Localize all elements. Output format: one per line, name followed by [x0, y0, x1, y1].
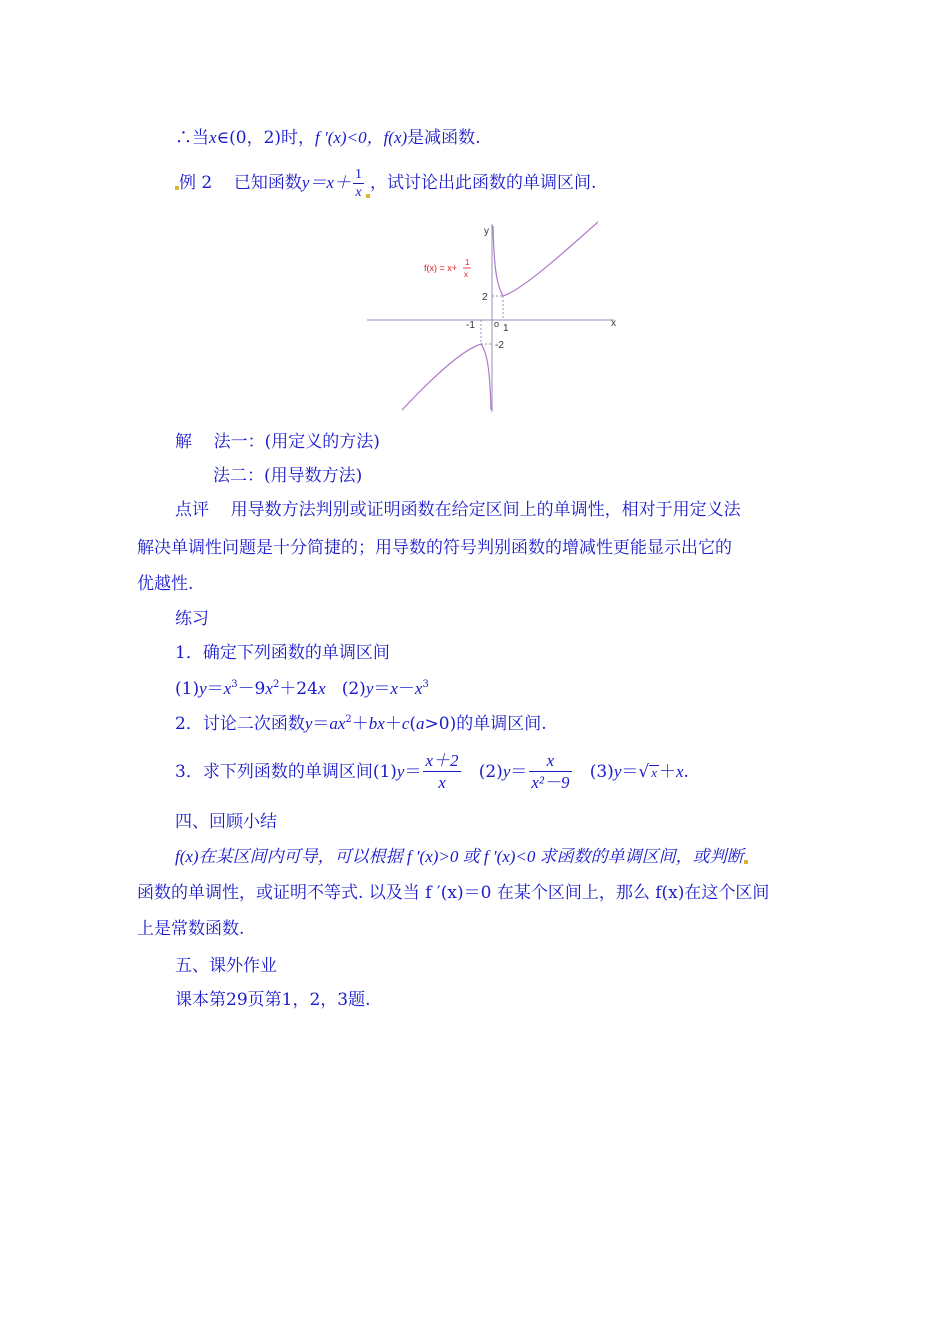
- tick-y-2: 2: [482, 292, 488, 303]
- function-label-den: x: [464, 270, 468, 279]
- summary-line-3: 上是常数函数.: [137, 919, 245, 939]
- x-axis-label: x: [611, 318, 616, 329]
- comment-line-3: 优越性.: [137, 574, 194, 594]
- summary-line-2: 函数的单调性，或证明不等式. 以及当 f ′(x)＝0 在某个区间上，那么 f(x)在这个区间: [137, 883, 770, 903]
- homework-text: 课本第29页第1，2，3题.: [175, 990, 371, 1010]
- tick-y-neg2: -2: [495, 340, 504, 351]
- exercise-q1: 1．确定下列函数的单调区间: [175, 643, 390, 663]
- example-label: 例 2: [179, 173, 213, 193]
- comment-line-2: 解决单调性问题是十分简捷的；用导数的符号判别函数的增减性更能显示出它的: [137, 538, 732, 558]
- tick-x-1: 1: [503, 323, 509, 334]
- y-axis-label: y: [484, 226, 489, 237]
- fraction-x-over-x2-minus-9: $\frac{x}{\text{x²－9}}$: [531, 751, 570, 792]
- function-graph: [362, 214, 632, 414]
- conclusion-line: ∴当x∈(0，2)时，f ′(x)<0，f(x)是减函数.: [175, 128, 481, 148]
- solution-method-1: 解 法一：(用定义的方法): [175, 432, 380, 452]
- curve-left-branch: [402, 344, 491, 410]
- exercise-q3: 3．求下列函数的单调区间(1)y＝ $\frac{x+2}{x}$ (2)y＝ $\frac{x}{\text{x²－9}}$ (3)y＝√ x ＋x.: [175, 751, 689, 792]
- fraction-1-over-x: $\frac{1}{x}$: [354, 167, 362, 200]
- origin-label: o: [494, 319, 500, 329]
- tick-x-neg1: -1: [466, 320, 475, 331]
- curve-right-branch: [493, 222, 598, 296]
- example-2: 例 2 已知函数y＝x＋ $\frac{1}{x}$ ，试讨论出此函数的单调区间.: [175, 160, 596, 206]
- fraction-x-plus-2-over-x: $\frac{x+2}{x}$: [425, 751, 459, 792]
- exercise-q1-parts: $(1)y=x^3-9x^2+24x$ $(2)y=x-x^3$: [175, 679, 429, 699]
- anchor-mark-icon: [744, 860, 748, 864]
- exercise-q2: 2．讨论二次函数$y=ax^2+bx+c(a>0)$的单调区间.: [175, 714, 547, 734]
- function-label: f(x) = x+: [424, 263, 458, 273]
- function-label-num: 1: [465, 258, 470, 267]
- solution-method-2: 法二：(用导数方法): [213, 466, 363, 486]
- anchor-mark-icon: [366, 194, 370, 198]
- summary-line-1: f(x)在某区间内可导，可以根据 f ′(x)>0 或 f ′(x)<0 求函数的单调区间，或判断: [175, 845, 748, 869]
- exercise-heading: 练习: [175, 609, 209, 629]
- homework-heading: 五、课外作业: [175, 956, 277, 976]
- comment-line-1: 点评 用导数方法判别或证明函数在给定区间上的单调性，相对于用定义法: [175, 500, 741, 520]
- summary-heading: 四、回顾小结: [175, 812, 277, 832]
